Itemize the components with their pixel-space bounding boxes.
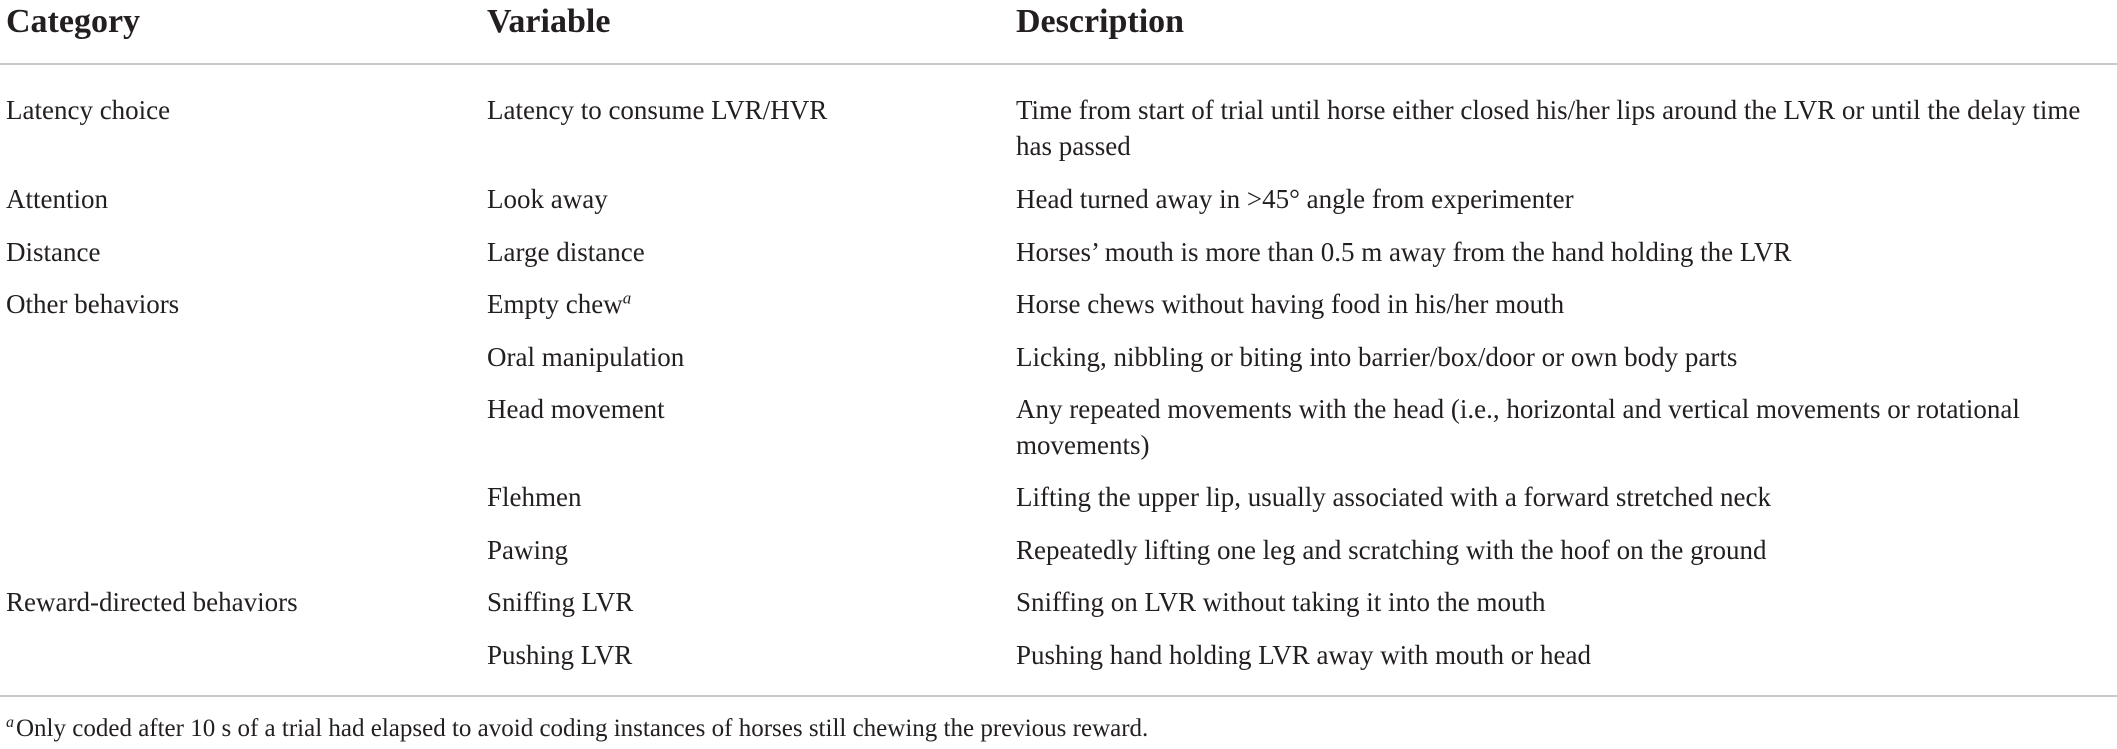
variable-cell [487, 92, 1007, 128]
variable-text: Latency to consume LVR/HVR [487, 95, 828, 125]
column-header-description: Description [1016, 3, 1185, 40]
variable-text: Sniffing LVR [487, 587, 634, 617]
description-cell: Licking, nibbling or biting into barrier/box/door or own body parts [1016, 342, 1738, 372]
variable-text: Head movement [487, 394, 665, 424]
variable-cell [487, 391, 1007, 427]
variable-text: Look away [487, 184, 608, 214]
variable-cell [487, 479, 1007, 515]
variable-text: Pawing [487, 535, 568, 565]
description-cell: Repeatedly lifting one leg and scratching with the hoof on the ground [1016, 535, 1767, 565]
variable-text: Flehmen [487, 482, 582, 512]
column-header-variable: Variable [487, 3, 611, 40]
description-cell: Any repeated movements with the head (i.e., horizontal and vertical movements or rotational movements) [1016, 394, 2020, 460]
variable-text: Large distance [487, 237, 645, 267]
table-footnote [6, 712, 1148, 746]
variable-cell [487, 532, 1007, 568]
footnote-marker: a [6, 714, 14, 732]
description-cell: Horse chews without having food in his/her mouth [1016, 289, 1565, 319]
description-cell: Lifting the upper lip, usually associated with a forward stretched neck [1016, 482, 1772, 512]
category-cell: Latency choice [6, 95, 171, 125]
table-bottom-divider [0, 695, 2117, 697]
variable-cell [487, 637, 1007, 673]
category-cell: Distance [6, 237, 101, 267]
variable-cell [487, 181, 1007, 217]
description-cell: Head turned away in >45° angle from experimenter [1016, 184, 1574, 214]
description-cell: Sniffing on LVR without taking it into the mouth [1016, 587, 1546, 617]
variable-text: Pushing LVR [487, 640, 633, 670]
variable-cell [487, 286, 1007, 322]
header-divider [0, 63, 2117, 65]
description-cell: Horses’ mouth is more than 0.5 m away from the hand holding the LVR [1016, 237, 1792, 267]
table-header-row [0, 0, 2117, 62]
variable-cell [487, 234, 1007, 270]
description-cell: Time from start of trial until horse either closed his/her lips around the LVR or until the delay time has passed [1016, 95, 2081, 161]
variable-text: Oral manipulation [487, 342, 685, 372]
variable-cell [487, 584, 1007, 620]
category-cell: Attention [6, 184, 108, 214]
category-cell: Other behaviors [6, 289, 180, 319]
variable-text: Empty chew [487, 289, 623, 319]
footnote-text: Only coded after 10 s of a trial had elapsed to avoid coding instances of horses still chewing the previous reward. [16, 715, 1149, 742]
category-cell: Reward-directed behaviors [6, 587, 298, 617]
variable-cell [487, 339, 1007, 375]
description-cell: Pushing hand holding LVR away with mouth or head [1016, 640, 1591, 670]
column-header-category: Category [6, 3, 141, 40]
footnote-marker: a [622, 288, 632, 308]
